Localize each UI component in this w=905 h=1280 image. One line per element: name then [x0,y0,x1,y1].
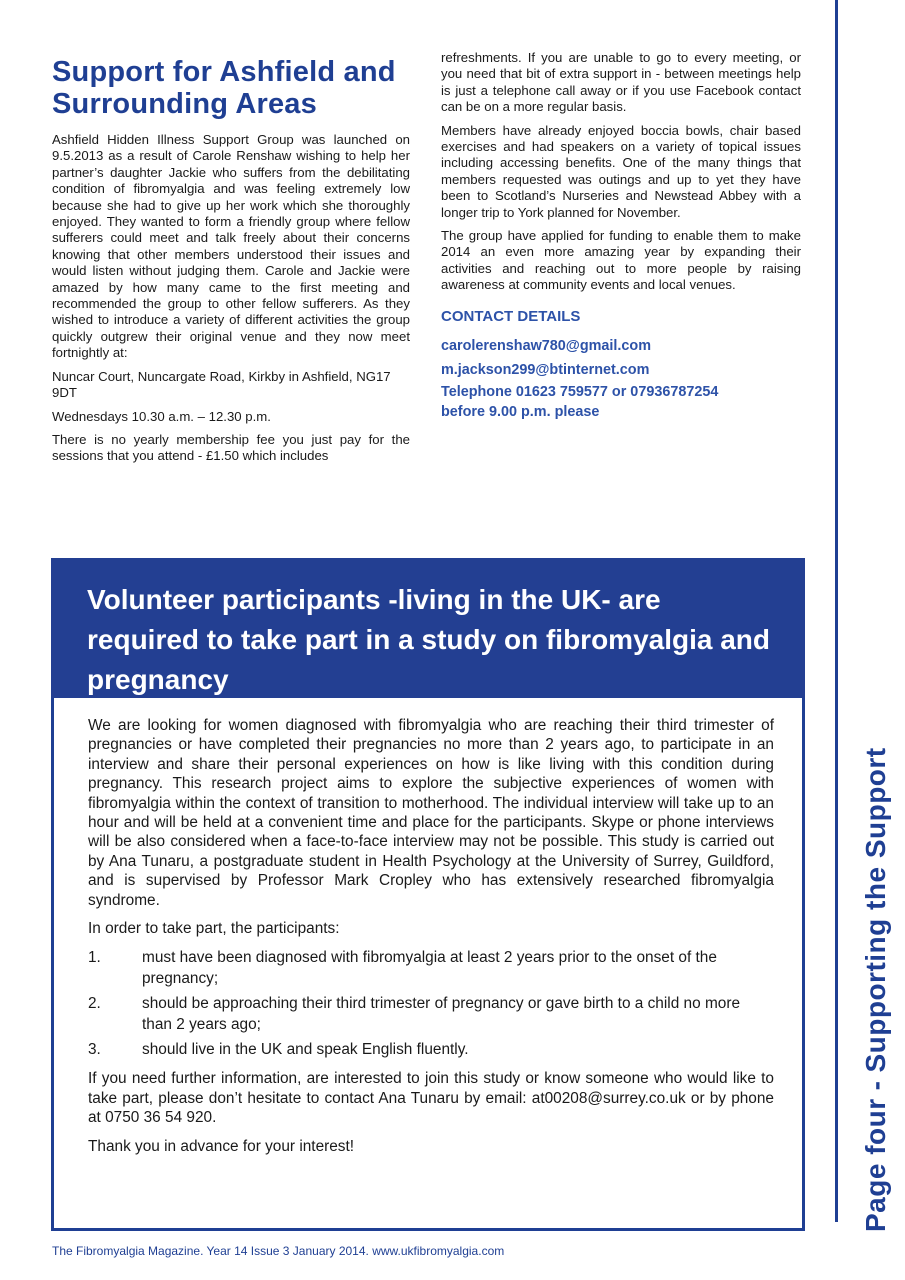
article-paragraph-refreshments: refreshments. If you are unable to go to every meeting, or you need that bit of extra support in - between meetings help is just a telephone call away or if you use Facebook contact can be on a more regular basis. [441,50,801,115]
article-right-column [441,50,801,422]
contact-phone[interactable]: Telephone 01623 759577 or 07936787254 [441,383,719,400]
criteria-item [88,993,774,1035]
study-notice-box [51,558,805,1231]
criteria-text: must have been diagnosed with fibromyalgia at least 2 years prior to the onset of the pregnancy; [142,949,717,988]
contact-details [441,334,801,422]
article-left-column [52,56,410,472]
criteria-number: 1. [88,949,101,967]
page-section-label [860,747,892,1232]
contact-email-jackson[interactable]: m.jackson299@btinternet.com [441,361,650,378]
study-thanks: Thank you in advance for your interest! [88,1137,355,1155]
study-title: Volunteer participants -living in the UK- are required to take part in a study on fibromyalgia and pregnancy [87,584,771,695]
side-rule [835,0,838,1222]
study-header [51,558,805,698]
criteria-item [88,947,774,989]
side-label-separator: - [860,1080,891,1091]
meeting-time: Wednesdays 10.30 a.m. – 12.30 p.m. [52,408,271,424]
criteria-text: should live in the UK and speak English fluently. [142,1041,469,1059]
article-paragraph-fee: There is no yearly membership fee you just pay for the sessions that you attend - £1.50 which includes [52,431,410,464]
venue-address: Nuncar Court, Nuncargate Road, Kirkby in Ashfield, NG17 9DT [52,368,391,401]
criteria-text: should be approaching their third trimester of pregnancy or gave birth to a child no more than 2 years ago; [142,995,741,1034]
criteria-list [88,947,774,1060]
study-contact-text: If you need further information, are interested to join this study or know someone who would like to take part, please don’t hesitate to contact Ana Tunaru by email: at00208@surrey.co.uk or by phone at 0750 36 54 920. [88,1070,774,1127]
page-number-label: Page four [860,1098,891,1232]
section-name-label: Supporting the Support [860,747,891,1073]
contact-phone-note: before 9.00 p.m. please [441,403,600,420]
article-paragraph-funding: The group have applied for funding to enable them to make 2014 an even more amazing year by expanding their activities and reaching out to more people by raising awareness at community events and local venues. [441,228,801,293]
contact-email-carole[interactable]: carolerenshaw780@gmail.com [441,337,651,354]
criteria-number: 2. [88,995,101,1013]
article-paragraph-intro: Ashfield Hidden Illness Support Group was launched on 9.5.2013 as a result of Carole Renshaw wishing to help her partner’s daughter Jackie who suffers from the debilitating condition of fibromyalgia and was feeling extremely low because she had to give up her work which she thoroughly enjoyed. They wanted to form a friendly group where fellow sufferers could meet and talk freely about their concerns knowing that other members understood their issues and would listen without judging them. Carole and Jackie were amazed by how many came to the first meeting and recommended the group to other fellow sufferers. As they wished to introduce a variety of different activities the group quickly outgrew their original venue and they now meet fortnightly at: [52,132,410,361]
criteria-item [88,1039,774,1060]
page-footer: The Fibromyalgia Magazine. Year 14 Issue 3 January 2014. www.ukfibromyalgia.com [52,1244,505,1258]
article-paragraph-activities: Members have already enjoyed boccia bowls, chair based exercises and had speakers on a variety of topical issues including accessing benefits. One of the many things that members requested was outings and up to yet they have been to Scotland’s Nurseries and Newstead Abbey with a longer trip to York planned for November. [441,122,801,220]
study-intro: We are looking for women diagnosed with fibromyalgia who are reaching their third trimester of pregnancies or have completed their pregnancies no more than 2 years ago, to participate in an interview and share their personal experiences on how is like living with this condition during pregnancy. This research project aims to explore the subjective experiences of women with fibromyalgia within the context of transition to motherhood. The individual interview will take up to an hour and will be held at a convenient time and place for the participants. Skype or phone interviews will be also considered when a face-to-face interview may not be possible. This study is carried out by Ana Tunaru, a postgraduate student in Health Psychology at the University of Surrey, Guildford, and is supervised by Professor Mark Cropley who has extensively researched fibromyalgia syndrome. [88,717,774,909]
article-title: Support for Ashfield and Surrounding Areas [52,56,396,120]
criteria-number: 3. [88,1041,101,1059]
study-body [54,698,802,1156]
criteria-intro: In order to take part, the participants: [88,920,340,938]
contact-heading: CONTACT DETAILS [441,307,581,325]
